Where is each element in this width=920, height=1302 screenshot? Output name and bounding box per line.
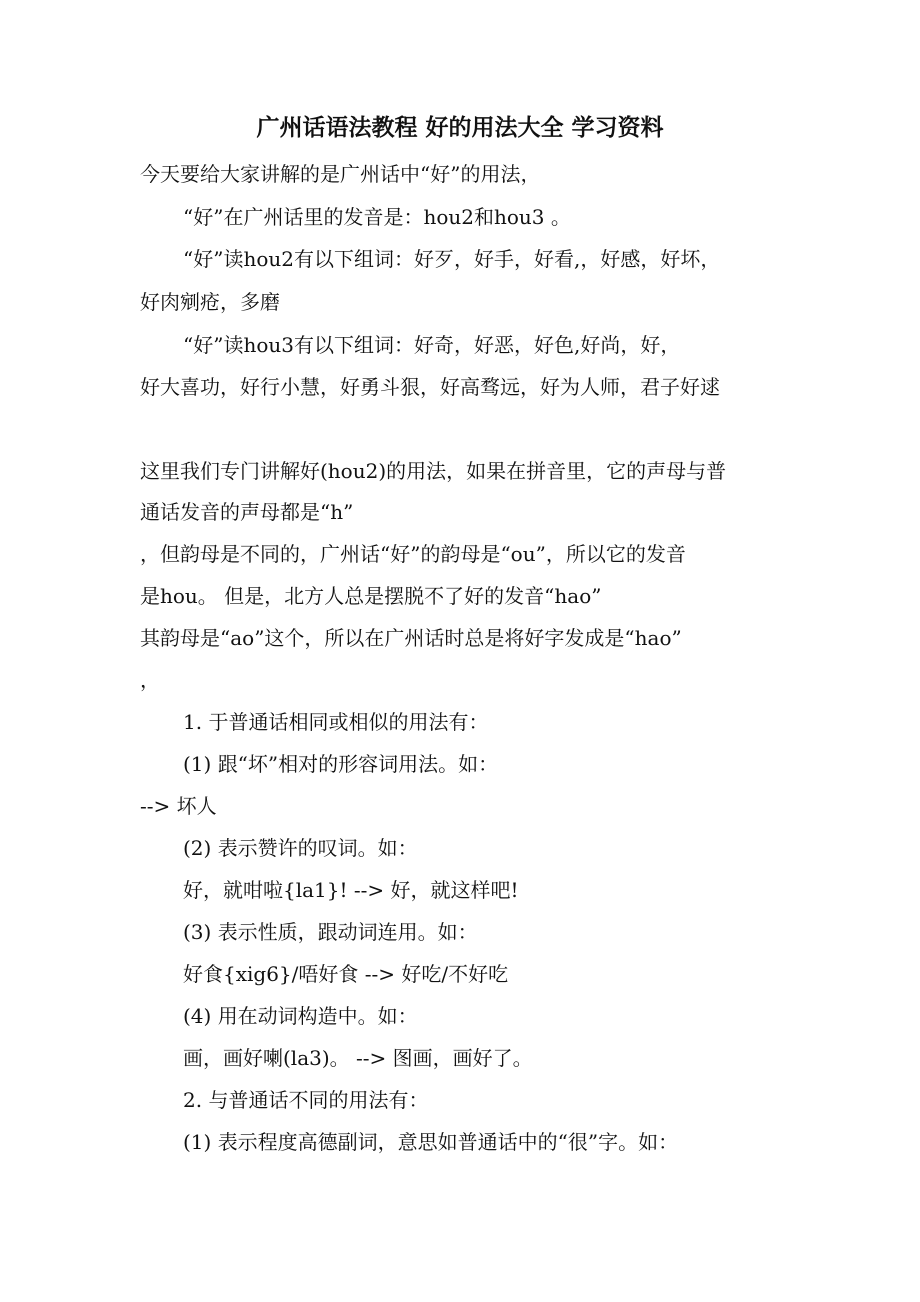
paragraph-pronunciation: “好”在广州话里的发音是：hou2和hou3 。 [183,205,571,229]
paragraph-hou3-words: “好”读hou3有以下组词：好奇，好恶，好色,好尚，好， [183,333,681,357]
paragraph-explanation-1: 这里我们专门讲解好(hou2)的用法，如果在拼音里，它的声母与普 [140,459,727,483]
paragraph-explanation-4: 是hou。 但是，北方人总是摆脱不了好的发音“hao” [140,584,602,608]
section-heading-1: 1. 于普通话相同或相似的用法有： [183,710,489,734]
paragraph-hou2-words-cont: 好肉剜疮，多磨 [140,290,280,314]
list-item-1-1: (1) 跟“坏”相对的形容词用法。如： [183,752,499,776]
paragraph-explanation-5: 其韵母是“ao”这个，所以在广州话时总是将好字发成是“hao” [140,626,682,650]
list-item-1-3: (3) 表示性质，跟动词连用。如： [183,920,478,944]
list-item-1-4: (4) 用在动词构造中。如： [183,1004,418,1028]
paragraph-explanation-2: 通话发音的声母都是“h” [140,500,354,524]
list-item-1-2: (2) 表示赞许的叹词。如： [183,836,418,860]
example-1-3: 好食{xig6}/唔好食 --> 好吃/不好吃 [183,962,509,986]
section-heading-2: 2. 与普通话不同的用法有： [183,1088,429,1112]
paragraph-explanation-3: ，但韵母是不同的，广州话“好”的韵母是“ou”，所以它的发音 [140,542,686,566]
paragraph-intro: 今天要给大家讲解的是广州话中“好”的用法， [140,162,541,186]
paragraph-hou3-words-cont: 好大喜功，好行小慧，好勇斗狠，好高骛远，好为人师，君子好逑 [140,375,720,399]
paragraph-explanation-6: ， [140,668,160,692]
list-item-2-1: (1) 表示程度高德副词，意思如普通话中的“很”字。如： [183,1130,679,1154]
example-1-1: --> 坏人 [140,794,217,818]
document-title: 广州话语法教程 好的用法大全 学习资料 [256,114,664,141]
example-1-4: 画，画好喇(la3)。 --> 图画，画好了。 [183,1046,533,1070]
paragraph-hou2-words: “好”读hou2有以下组词：好歹，好手，好看,，好感，好坏， [183,247,721,271]
example-1-2: 好，就咁啦{la1}! --> 好，就这样吧! [183,878,519,902]
